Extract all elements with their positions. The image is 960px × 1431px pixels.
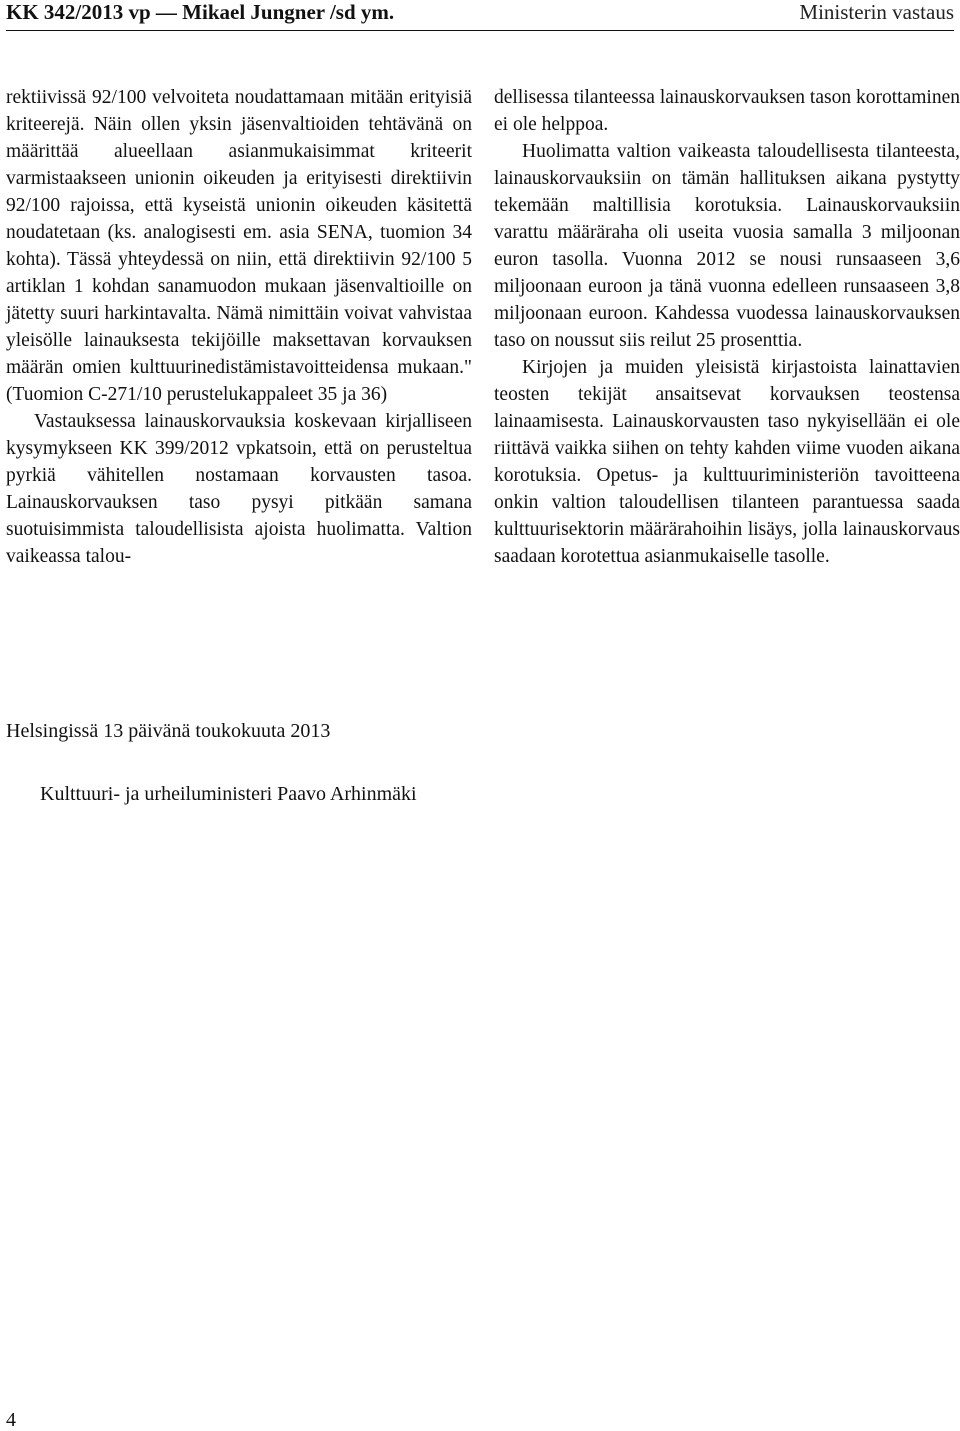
right-paragraph-2: Huolimatta valtion vaikeasta taloudellisesta tilanteesta, lainauskorvauksiin on tämän hallituksen aikana pystytty tekemään maltillisia korotuksia. Lainauskorvauksiin varattu määräraha oli useita vuosia samalla 3 miljoonan euron tasolla. Vuonna 2012 se nousi runsaaseen 3,6 miljoonaan euroon ja tänä vuonna edelleen runsaaseen 3,8 miljoonaan euroon. Kahdessa vuodessa lainauskorvauksen taso on noussut siis reilut 25 prosenttia.: [494, 141, 960, 351]
page-header: [6, 0, 954, 24]
right-column: [494, 84, 960, 570]
right-paragraph-1: dellisessa tilanteessa lainauskorvauksen tason korottaminen ei ole helppoa.: [494, 87, 960, 135]
document-reference: KK 342/2013 vp — Mikael Jungner /sd ym.: [6, 0, 395, 24]
left-paragraph-2: Vastauksessa lainauskorvauksia koskevaan kirjalliseen kysymykseen KK 399/2012 vpkatsoin, että on perusteltua pyrkiä vähitellen nostamaan korvausten tasoa. Lainauskorvauksen taso pysyi pitkään samana suotuisimmista taloudellisista ajoista huolimatta. Valtion vaikeassa talou-: [6, 411, 472, 567]
document-section-title: Ministerin vastaus: [799, 0, 954, 24]
left-column: [6, 84, 472, 570]
minister-signature: Kulttuuri- ja urheiluministeri Paavo Arhinmäki: [40, 783, 417, 805]
right-paragraph-3: Kirjojen ja muiden yleisistä kirjastoista lainattavien teosten tekijät ansaitsevat korvauksen teostensa lainaamisesta. Lainauskorvausten taso nykyisellään ei ole riittävä vaikka siihen on tehty kahden viime vuoden aikana korotuksia. Opetus- ja kulttuuriministeriön tavoitteena onkin valtion taloudellisen tilanteen parantuessa saada kulttuurisektorin määrärahoihin lisäys, jolla lainauskorvaus saadaan korotettua asianmukaiselle tasolle.: [494, 357, 960, 567]
left-paragraph-1: rektiivissä 92/100 velvoiteta noudattamaan mitään erityisiä kriteerejä. Näin ollen yksin jäsenvaltioiden tehtävänä on määrittää alueellaan asianmukaisimmat kriteerit varmistaakseen unionin oikeuden ja erityisesti direktiivin 92/100 rajoissa, että kyseistä unionin oikeuden käsitettä noudatetaan (ks. analogisesti em. asia SENA, tuomion 34 kohta). Tässä yhteydessä on niin, että direktiivin 92/100 5 artiklan 1 kohdan sanamuodon mukaan jäsenvaltioille on jätetty suuri harkintavalta. Nämä nimittäin voivat vahvistaa yleisölle lainauksesta tekijöille maksettavan korvauksen määrän omien kulttuurinedistämistavoitteidensa mukaan." (Tuomion C-271/10 perustelukappaleet 35 ja 36): [6, 87, 472, 405]
header-divider: [6, 30, 954, 31]
page-number: 4: [6, 1409, 16, 1431]
place-and-date: Helsingissä 13 päivänä toukokuuta 2013: [6, 720, 331, 742]
